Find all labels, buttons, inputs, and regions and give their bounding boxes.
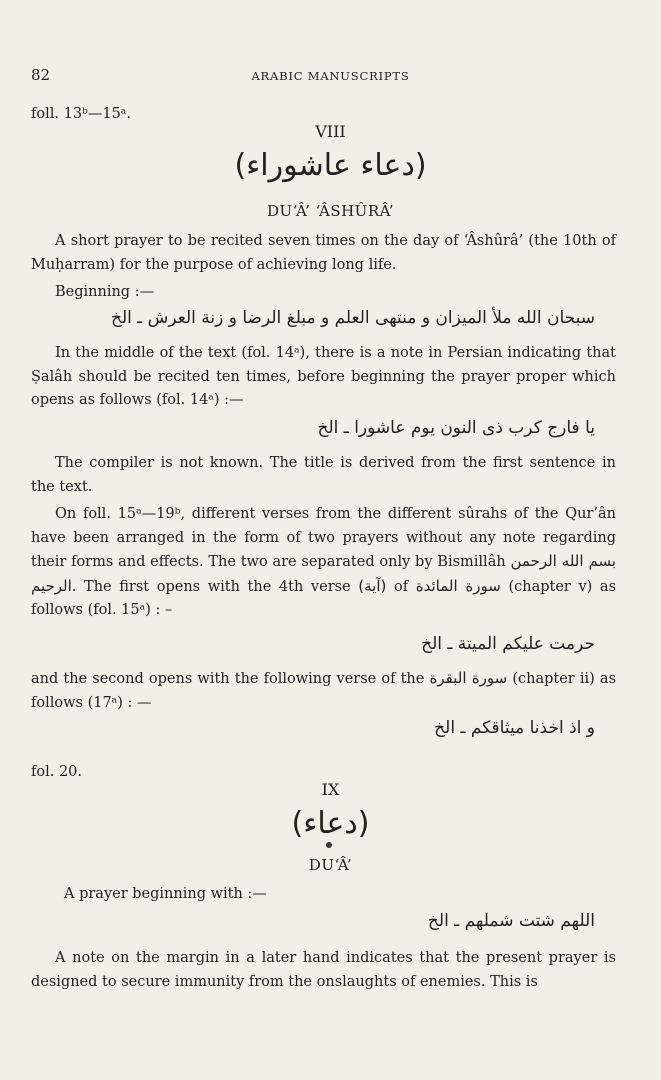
arabic-opening: يا فارج كرب ذى النون يوم عاشورا ـ الخ <box>317 418 595 438</box>
beginning-label: Beginning :— <box>55 284 155 300</box>
transliterated-title: DU‘Â’ ‘ÂSHÛRÂ’ <box>266 202 395 220</box>
running-head: ARABIC MANUSCRIPTS <box>251 69 410 83</box>
beginning-label: A prayer beginning with :— <box>64 886 267 902</box>
verses-text-a: On foll. 15ᵃ—19ᵇ, different verses from the different sûrahs of the Qur’ân have been arranged in the form of two prayers without any note regarding their forms and effects. The two are separated only by Bismillâh <box>31 506 616 570</box>
second-verse-paragraph <box>31 667 616 715</box>
compiler-paragraph: The compiler is not known. The title is derived from the first sentence in the text. <box>31 455 616 495</box>
transliterated-title: DU‘Â’ <box>308 856 353 874</box>
arabic-incipit: سبحان الله ملأ الميزان و منتهى العلم و مبلغ الرضا و زنة العرش ـ الخ <box>110 308 595 328</box>
note-paragraph: In the middle of the text (fol. 14ᵃ), there is a note in Persian indicating that Ṣalâh should be recited ten times, before beginning the prayer proper which opens as follows (fol. 14ᵃ) :— <box>31 345 616 408</box>
entry-number: IX <box>321 780 340 799</box>
arabic-verse-one: حرمت عليكم الميتة ـ الخ <box>421 634 595 654</box>
ayah-arabic: (آية) <box>358 576 387 595</box>
ornament-dot <box>326 842 332 848</box>
description-paragraph: A short prayer to be recited seven times on the day of ‘Âshûrâ’ (the 10th of Muḥarram) for the purpose of achieving long life. <box>31 233 616 273</box>
page-number: 82 <box>31 66 51 84</box>
verses-text-b: . The first opens with the 4th verse <box>71 578 351 595</box>
entry-number: VIII <box>315 122 346 141</box>
bismillah-arabic: بسم الله الرحمن الرحيم <box>31 552 616 595</box>
verses-text-d: (chapter v) as follows (fol. 15ᵃ) : – <box>31 578 617 618</box>
second-verse-text-b: (chapter ii) as follows (17ᵃ) : — <box>31 671 617 711</box>
arabic-title: (دعاء عاشوراء) <box>234 148 427 183</box>
second-verse-text-a: and the second opens with the following verse of the <box>31 671 425 687</box>
verses-text-c: of <box>394 578 409 595</box>
verses-paragraph <box>31 503 616 623</box>
arabic-verse-two: و اذ اخذنا ميثاقكم ـ الخ <box>434 718 595 738</box>
surah-baqarah-arabic: سورة البقرة <box>429 669 508 687</box>
folio-reference: fol. 20. <box>31 764 83 780</box>
surah-maidah-arabic: سورة المائدة <box>415 576 501 595</box>
arabic-title: (دعاء) <box>291 806 370 841</box>
arabic-incipit: اللهم شتت شملهم ـ الخ <box>427 911 595 931</box>
margin-note-paragraph: A note on the margin in a later hand indicates that the present prayer is designed to secure immunity from the onslaughts of enemies. This is <box>31 950 616 990</box>
folio-reference: foll. 13ᵇ—15ᵃ. <box>31 106 131 122</box>
